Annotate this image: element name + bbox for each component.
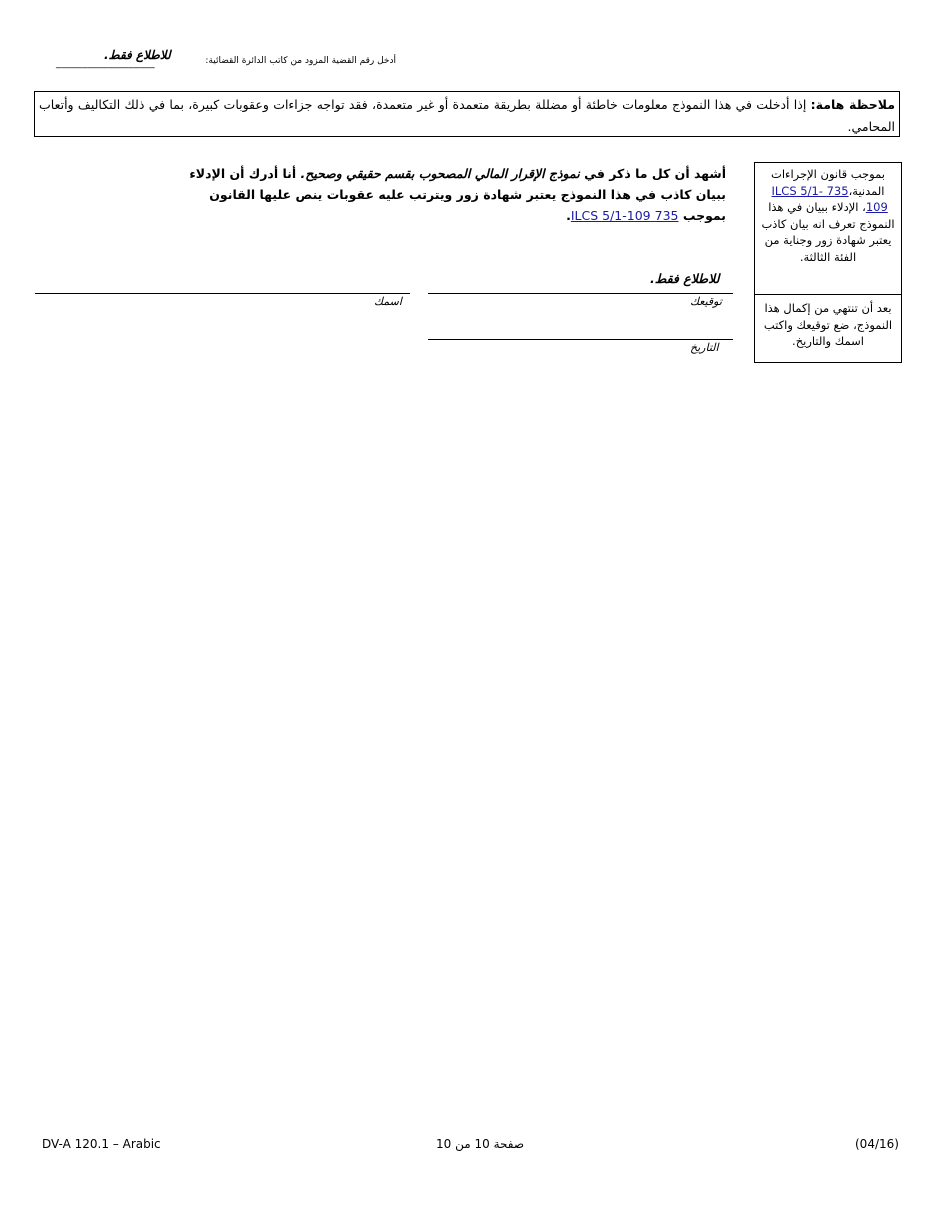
signature-label: توقيعك <box>690 295 722 308</box>
important-note-box <box>34 91 900 137</box>
oath-statement-end: . <box>566 208 571 223</box>
footer-form-id: DV-A 120.1 – Arabic <box>42 1137 161 1151</box>
important-note-text: إذا أدخلت في هذا النموذج معلومات خاطئة أو مضللة بطريقة متعمدة أو غير متعمدة، فقد تواجه جزاءات وعقوبات كبيرة، بما في ذلك التكاليف وأتعاب المحامي. <box>39 97 895 134</box>
case-number-blank[interactable]: ___________________ <box>56 58 155 69</box>
perjury-note-part1: بموجب قانون الإجراءات المدنية، <box>771 167 885 198</box>
oath-statement-part1: أشهد أن كل ما ذكر في <box>579 166 726 181</box>
date-label: التاريخ <box>690 341 719 354</box>
footer-page-number: صفحة 10 من 10 <box>436 1137 525 1151</box>
oath-statement <box>176 163 726 226</box>
perjury-note-statute-link[interactable]: 735 ILCS 5/1-109 <box>771 183 888 214</box>
date-field[interactable] <box>428 339 733 340</box>
perjury-note-part2: ، الإدلاء ببيان في هذا النموذج تعرف انه بيان كاذب يعتبر شهادة زور وجناية من الفئة الثالثة. <box>761 200 895 264</box>
name-field[interactable] <box>35 293 410 294</box>
sign-instruction-text: بعد أن تنتهي من إكمال هذا النموذج، ضع توقيعك واكتب اسمك والتاريخ. <box>763 301 893 348</box>
statute-link[interactable]: 735 ILCS 5/1-109 <box>570 208 679 223</box>
signature-field[interactable] <box>428 293 733 294</box>
perjury-note-box <box>754 162 902 295</box>
fyi-stamp-header: للاطلاع فقط. <box>104 48 171 62</box>
case-number-label: أدخل رقم القضية المزود من كاتب الدائرة القضائية: <box>205 56 396 66</box>
important-note-lead: ملاحظة هامة: <box>810 97 895 112</box>
oath-statement-part2: أنا أدرك أن الإدلاء ببيان كاذب في هذا النموذج يعتبر شهادة زور ويترتب عليه عقوبات ينص عليها القانون بموجب <box>189 166 726 223</box>
name-label: اسمك <box>374 295 402 308</box>
footer-version-date: (04/16) <box>855 1137 899 1151</box>
fyi-stamp-signature: للاطلاع فقط. <box>650 271 720 286</box>
sign-instruction-box <box>754 294 902 363</box>
case-number-field[interactable] <box>56 48 396 72</box>
oath-form-name: نموذج الإقرار المالي المصحوب بقسم حقيقي وصحيح. <box>300 166 580 181</box>
